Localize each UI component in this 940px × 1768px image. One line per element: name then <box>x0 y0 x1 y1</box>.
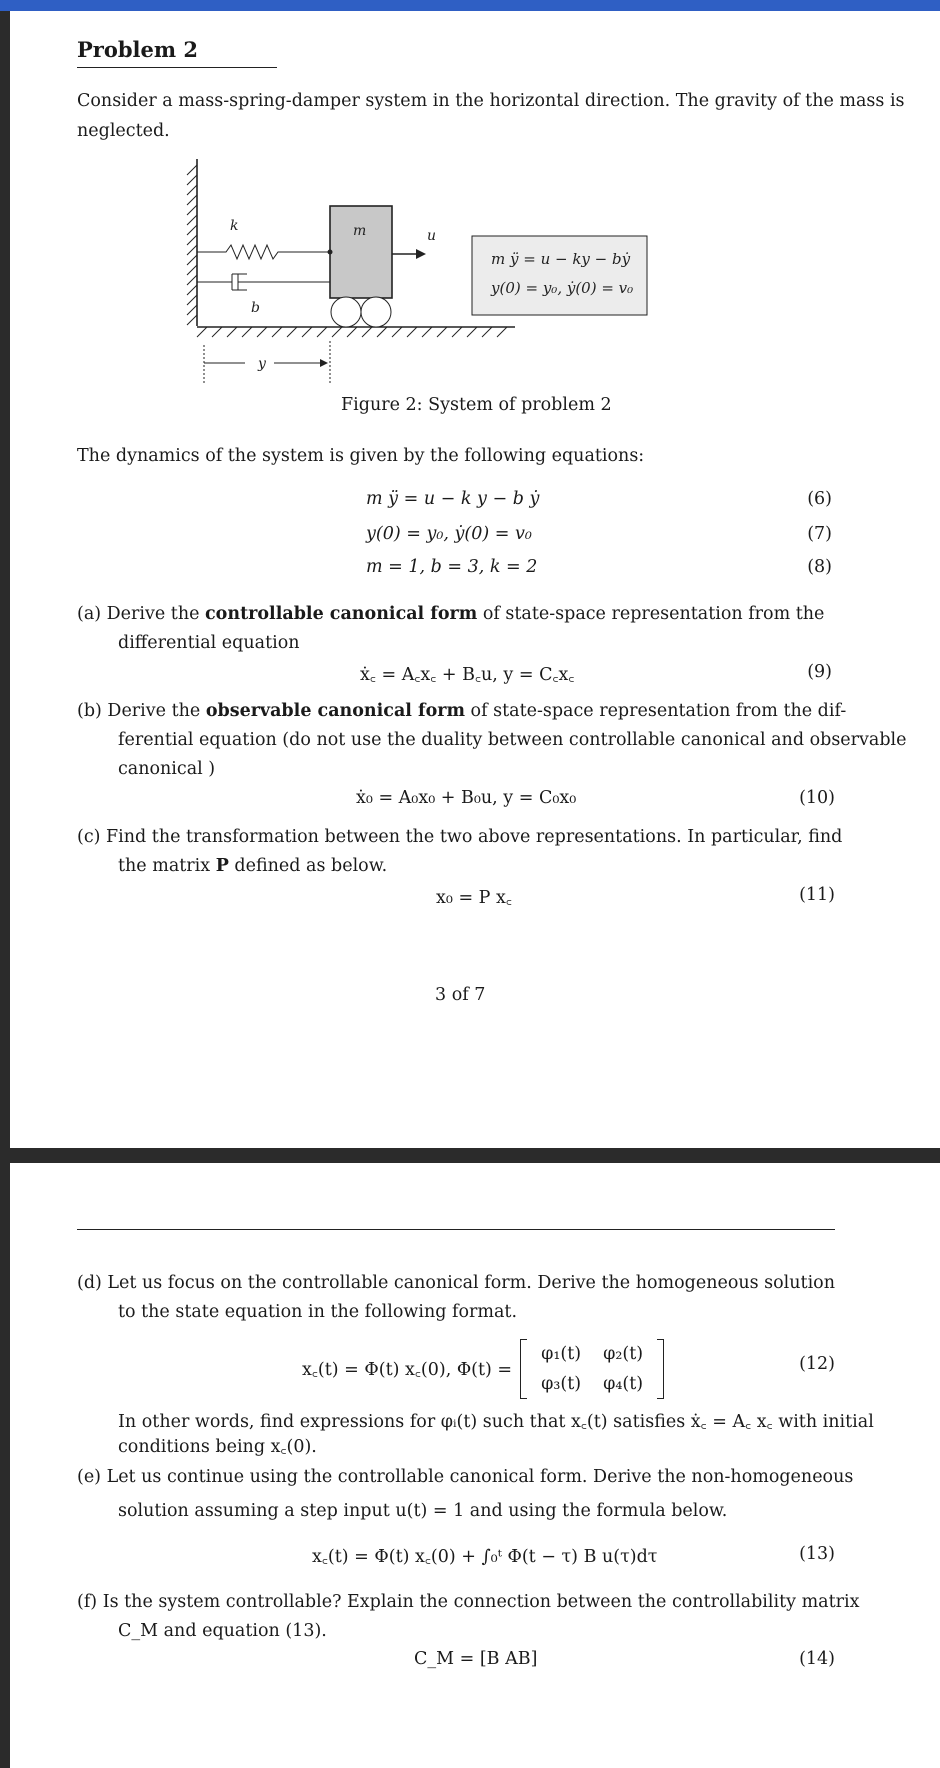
wheel-right <box>361 297 391 327</box>
part-a-line-2: differential equation <box>118 633 300 653</box>
part-c-line-2: the matrix P defined as below. <box>118 856 388 876</box>
phi-matrix: φ₁(t) φ₂(t) φ₃(t) φ₄(t) <box>520 1339 664 1399</box>
intro-line-1: Consider a mass-spring-damper system in the horizontal direction. The gravity of the mass is <box>77 91 905 111</box>
mass-spring-damper-figure <box>170 151 670 391</box>
wall-hatching <box>187 165 197 325</box>
intro-line-2: neglected. <box>77 121 170 141</box>
page-number: 3 of 7 <box>435 985 486 1005</box>
top-bar <box>0 0 940 11</box>
part-b-line-1: (b) Derive the observable canonical form of state-space representation from the dif- <box>77 701 847 721</box>
box-equation-2: y(0) = y₀, ẏ(0) = v₀ <box>491 279 634 297</box>
equation-11-number: (11) <box>799 885 835 905</box>
spring <box>197 245 330 259</box>
part-f-line-2: C_M and equation (13). <box>118 1621 327 1641</box>
equation-7-number: (7) <box>807 524 832 544</box>
equation-8: m = 1, b = 3, k = 2 <box>366 557 538 577</box>
spring-constant-label: k <box>230 218 239 234</box>
equation-8-number: (8) <box>807 557 832 577</box>
equation-11: x₀ = P x꜀ <box>436 888 512 908</box>
equation-6-number: (6) <box>807 489 832 509</box>
part-d-line-2: to the state equation in the following format. <box>118 1302 518 1322</box>
document-page-1 <box>10 11 940 1148</box>
mass-label: m <box>353 223 367 239</box>
equation-7: y(0) = y₀, ẏ(0) = v₀ <box>366 524 532 544</box>
equation-13-number: (13) <box>799 1544 835 1564</box>
dynamics-intro: The dynamics of the system is given by the following equations: <box>77 446 645 466</box>
top-rule <box>77 1229 835 1230</box>
part-c-line-1: (c) Find the transformation between the two above representations. In particular, find <box>77 827 843 847</box>
equation-12: x꜀(t) = Φ(t) x꜀(0), Φ(t) = φ₁(t) φ₂(t) φ₃(t) φ₄(t) <box>302 1333 664 1405</box>
equation-13: x꜀(t) = Φ(t) x꜀(0) + ∫₀ᵗ Φ(t − τ) B u(τ)dτ <box>312 1547 658 1567</box>
y-arrow-head <box>320 359 328 367</box>
equation-10: ẋ₀ = A₀x₀ + B₀u, y = C₀x₀ <box>356 788 577 808</box>
part-e-line-2: solution assuming a step input u(t) = 1 and using the formula below. <box>118 1501 728 1521</box>
equation-14: C_M = [B AB] <box>414 1649 538 1669</box>
part-d-text-1: In other words, find expressions for φᵢ(t) such that x꜀(t) satisfies ẋ꜀ = A꜀ x꜀ with initial <box>118 1412 874 1432</box>
damper <box>197 274 330 290</box>
damping-label: b <box>251 300 260 316</box>
equation-6: m ÿ = u − k y − b ẏ <box>366 489 540 509</box>
equation-9-number: (9) <box>807 662 832 682</box>
wheel-left <box>331 297 361 327</box>
part-d-line-1: (d) Let us focus on the controllable canonical form. Derive the homogeneous solution <box>77 1273 835 1293</box>
displacement-label: y <box>258 356 266 372</box>
box-equation-1: m ÿ = u − ky − bẏ <box>491 250 631 268</box>
ground-hatching <box>197 327 507 337</box>
equation-12-number: (12) <box>799 1354 835 1374</box>
document-page-2 <box>10 1163 940 1768</box>
part-b-line-2: ferential equation (do not use the duality between controllable canonical and observable <box>118 730 907 750</box>
mass-block <box>330 206 392 298</box>
part-e-line-1: (e) Let us continue using the controllable canonical form. Derive the non-homogeneous <box>77 1467 854 1487</box>
equation-10-number: (10) <box>799 788 835 808</box>
figure-caption: Figure 2: System of problem 2 <box>341 395 612 415</box>
heading-underline <box>77 67 277 68</box>
part-a-line-1: (a) Derive the controllable canonical form of state-space representation from the <box>77 604 825 624</box>
part-b-line-3: canonical ) <box>118 759 216 779</box>
equation-9: ẋ꜀ = A꜀x꜀ + B꜀u, y = C꜀x꜀ <box>360 665 575 685</box>
part-f-line-1: (f) Is the system controllable? Explain the connection between the controllability matrix <box>77 1592 860 1612</box>
part-d-text-2: conditions being x꜀(0). <box>118 1437 317 1457</box>
problem-heading: Problem 2 <box>77 37 199 62</box>
input-label: u <box>427 228 437 244</box>
equation-box <box>472 236 647 315</box>
equation-14-number: (14) <box>799 1649 835 1669</box>
